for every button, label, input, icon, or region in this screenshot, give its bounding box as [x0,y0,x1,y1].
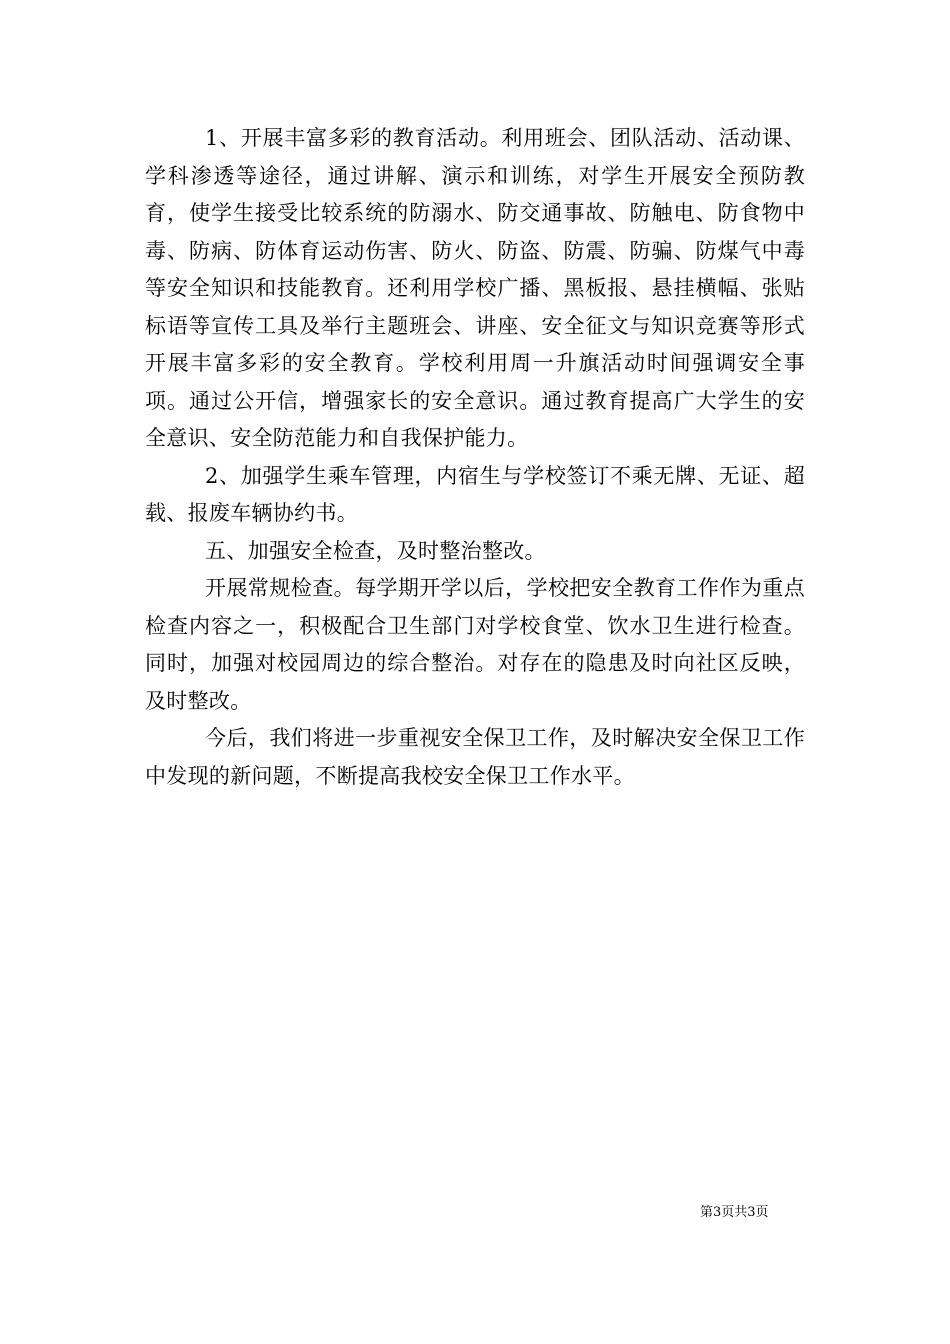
paragraph-routine-inspection: 开展常规检查。每学期开学以后，学校把安全教育工作作为重点检查内容之一，积极配合卫生部门对学校食堂、饮水卫生进行检查。同时，加强对校园周边的综合整治。对存在的隐患及时向社区反映，及时整改。 [145,576,805,713]
section-heading-safety-inspection: 五、加强安全检查，及时整治整改。 [205,538,546,563]
paragraph-conclusion: 今后，我们将进一步重视安全保卫工作，及时解决安全保卫工作中发现的新问题，不断提高我校安全保卫工作水平。 [145,726,805,788]
page-number-footer: 第3页共3页 [700,1205,769,1220]
paragraph-bus-management: 2、加强学生乘车管理，内宿生与学校签订不乘无牌、无证、超载、报废车辆协约书。 [145,463,805,525]
paragraph-education-activities: 1、开展丰富多彩的教育活动。利用班会、团队活动、活动课、学科渗透等途径，通过讲解、演示和训练，对学生开展安全预防教育，使学生接受比较系统的防溺水、防交通事故、防触电、防食物中毒、防病、防体育运动伤害、防火、防盗、防震、防骗、防煤气中毒等安全知识和技能教育。还利用学校广播、黑板报、悬挂横幅、张贴标语等宣传工具及举行主题班会、讲座、安全征文与知识竞赛等形式开展丰富多彩的安全教育。学校利用周一升旗活动时间强调安全事项。通过公开信，增强家长的安全意识。通过教育提高广大学生的安全意识、安全防范能力和自我保护能力。 [145,126,805,450]
document-body [145,120,805,795]
